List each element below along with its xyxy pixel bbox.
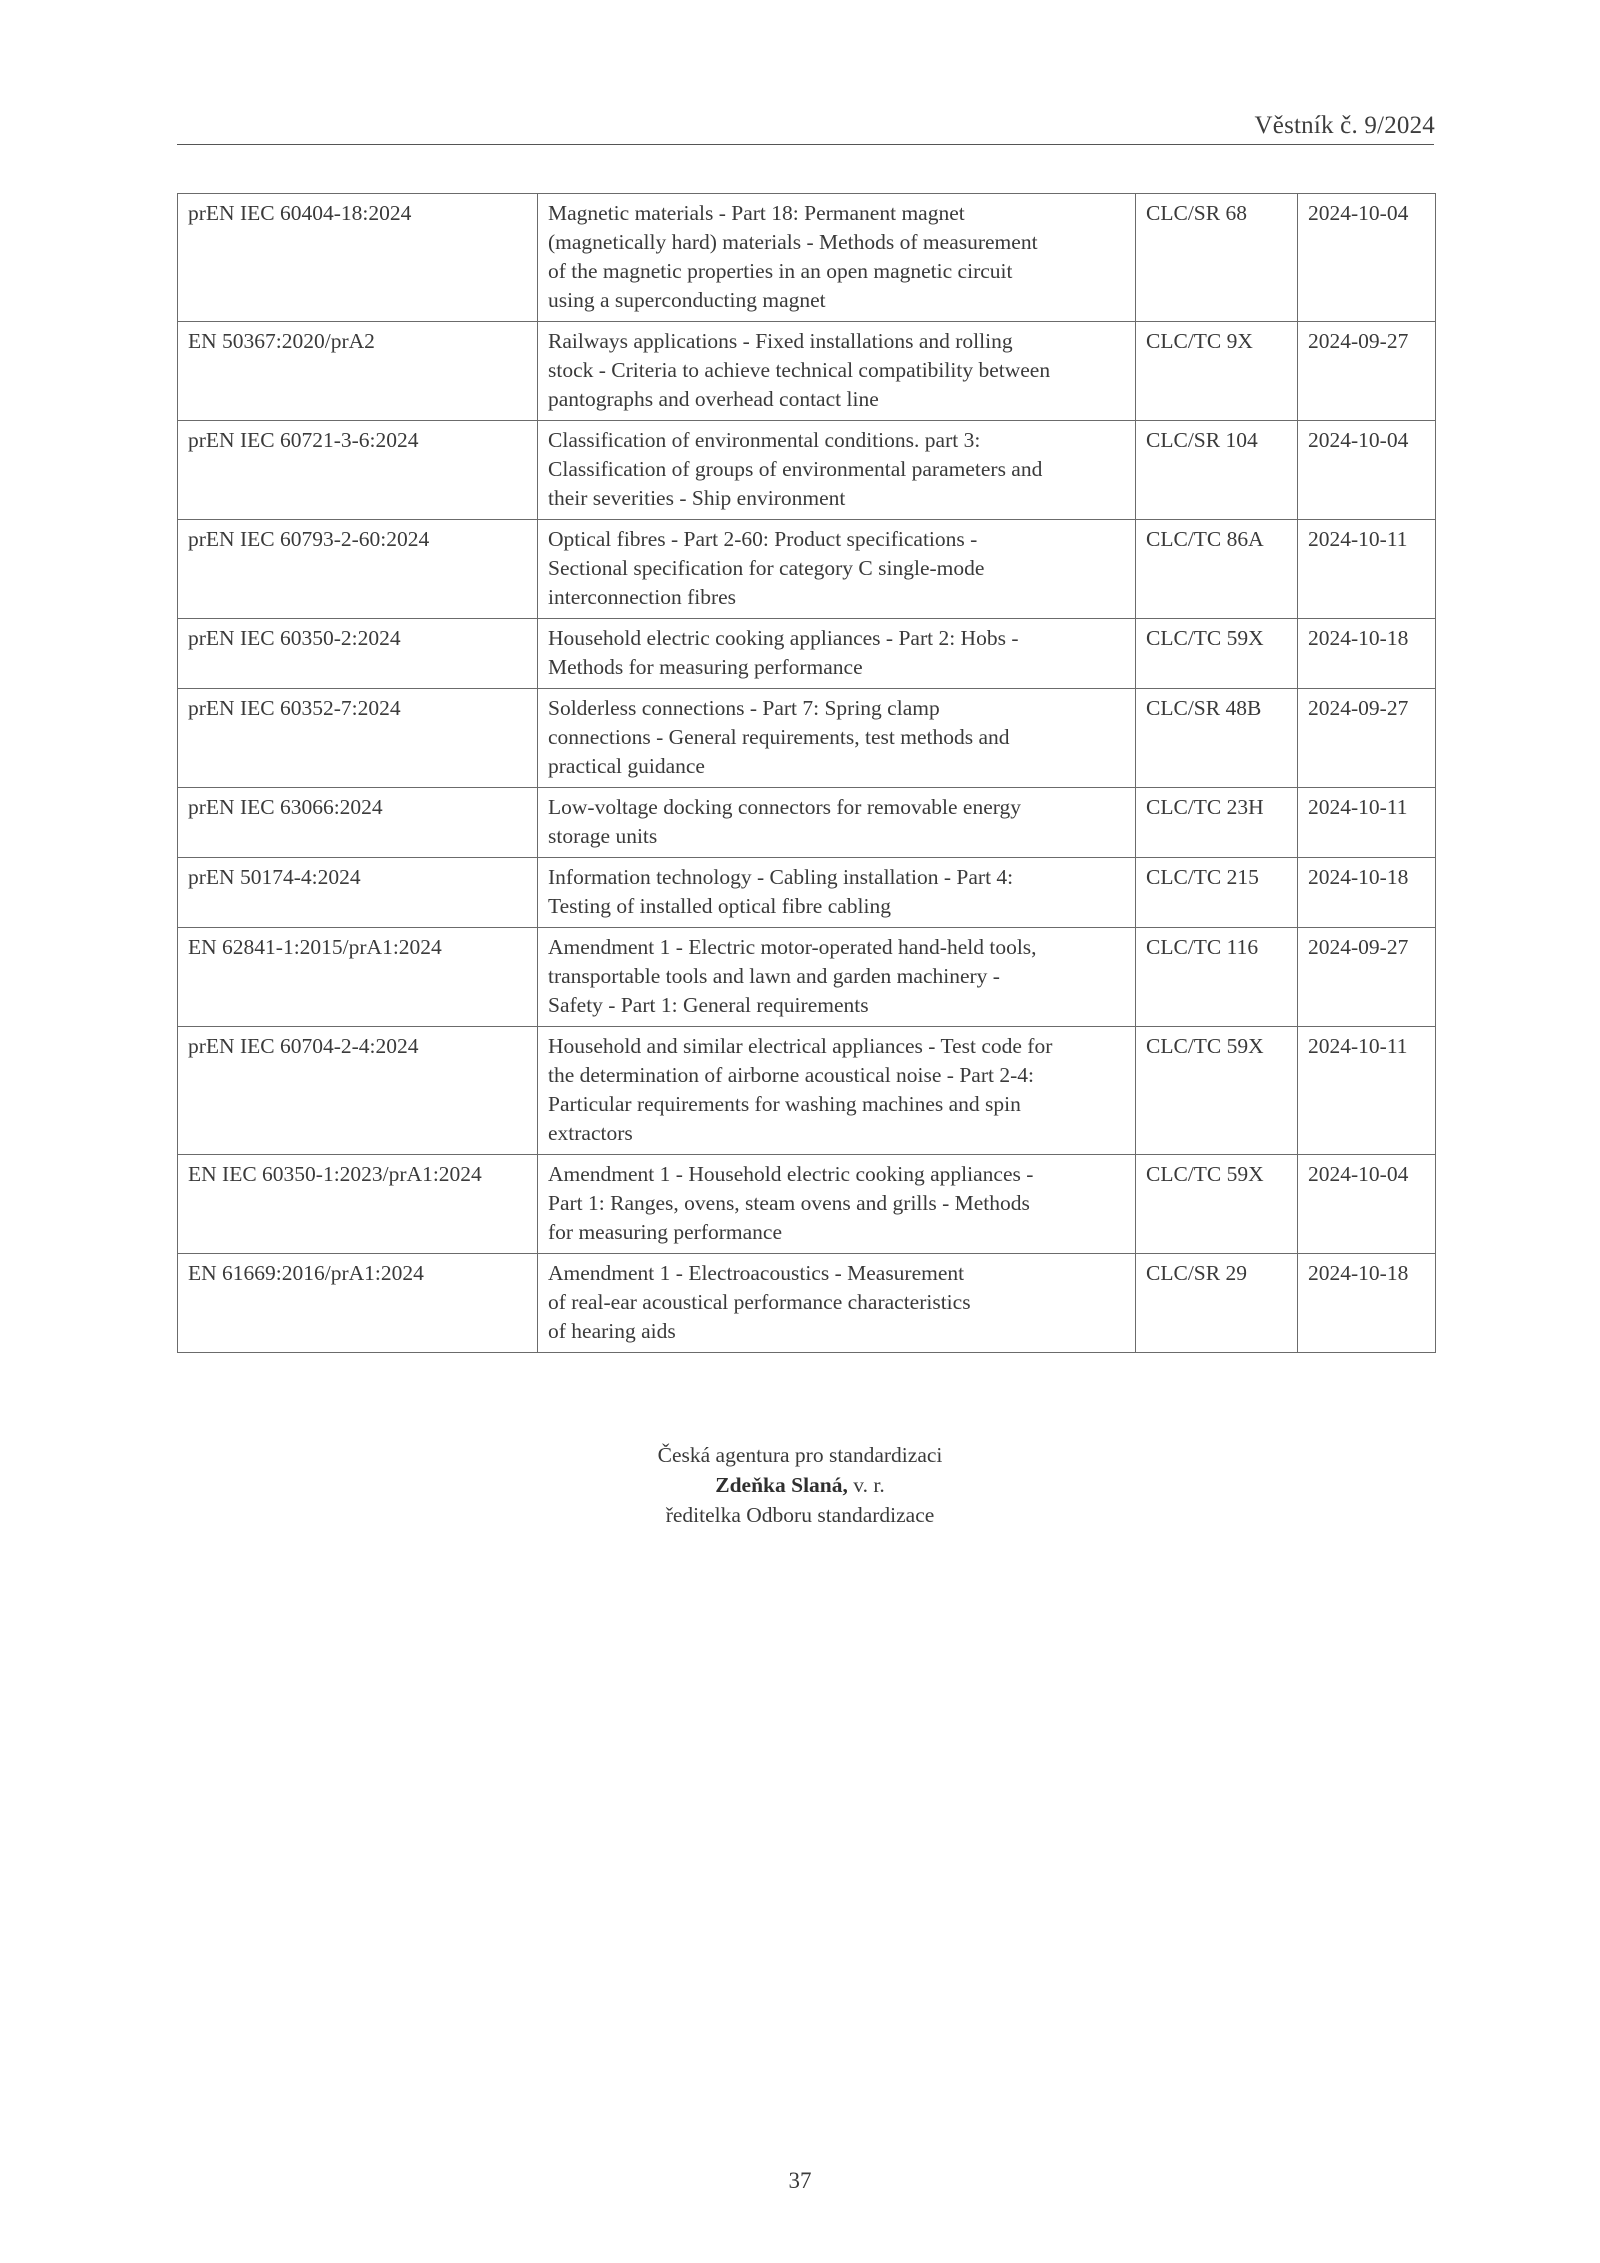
deadline-date-cell: 2024-10-18 [1298, 619, 1436, 689]
standard-title-line: storage units [548, 824, 658, 848]
table-row [178, 689, 1436, 788]
standard-title-cell [538, 689, 1136, 788]
table-row [178, 1027, 1436, 1155]
standard-title-line: Household and similar electrical appliances - Test code for [548, 1034, 1053, 1058]
technical-committee-cell: CLC/SR 104 [1136, 421, 1298, 520]
standard-title-line: Solderless connections - Part 7: Spring clamp [548, 696, 940, 720]
standard-title-line: Safety - Part 1: General requirements [548, 993, 869, 1017]
deadline-date-cell: 2024-10-04 [1298, 1155, 1436, 1254]
standard-title-cell [538, 1027, 1136, 1155]
standard-title-line: the determination of airborne acoustical noise - Part 2-4: [548, 1063, 1034, 1087]
standard-title-cell [538, 520, 1136, 619]
standard-title-line: pantographs and overhead contact line [548, 387, 879, 411]
standard-title-line: Low-voltage docking connectors for removable energy [548, 795, 1022, 819]
standard-code-cell: prEN IEC 60793-2-60:2024 [178, 520, 538, 619]
page-number: 37 [788, 2168, 812, 2193]
deadline-date-cell: 2024-09-27 [1298, 322, 1436, 421]
standard-title-cell [538, 858, 1136, 928]
technical-committee-cell: CLC/TC 23H [1136, 788, 1298, 858]
technical-committee-cell: CLC/TC 9X [1136, 322, 1298, 421]
standard-code-cell: prEN IEC 60350-2:2024 [178, 619, 538, 689]
deadline-date-cell: 2024-10-11 [1298, 788, 1436, 858]
standard-title-cell [538, 421, 1136, 520]
standard-title-line: Information technology - Cabling installation - Part 4: [548, 865, 1014, 889]
page-header-title: Věstník č. 9/2024 [1254, 112, 1435, 139]
deadline-date-cell: 2024-10-11 [1298, 1027, 1436, 1155]
signature-role: ředitelka Odboru standardizace [665, 1503, 935, 1527]
standard-code-cell: prEN IEC 63066:2024 [178, 788, 538, 858]
standard-title-line: Sectional specification for category C single-mode [548, 556, 985, 580]
standard-title-line: of the magnetic properties in an open magnetic circuit [548, 259, 1013, 283]
standard-title-line: Amendment 1 - Electric motor-operated hand-held tools, [548, 935, 1037, 959]
standard-code-cell: prEN IEC 60404-18:2024 [178, 194, 538, 322]
technical-committee-cell: CLC/TC 86A [1136, 520, 1298, 619]
standard-title-line: for measuring performance [548, 1220, 783, 1244]
standard-code-cell: EN IEC 60350-1:2023/prA1:2024 [178, 1155, 538, 1254]
standard-title-cell [538, 1155, 1136, 1254]
technical-committee-cell: CLC/TC 116 [1136, 928, 1298, 1027]
standard-title-line: Testing of installed optical fibre cabling [548, 894, 891, 918]
standard-title-line: Classification of environmental conditions. part 3: [548, 428, 981, 452]
deadline-date-cell: 2024-09-27 [1298, 928, 1436, 1027]
technical-committee-cell: CLC/SR 48B [1136, 689, 1298, 788]
standard-code-cell: prEN IEC 60352-7:2024 [178, 689, 538, 788]
standard-title-line: Household electric cooking appliances - Part 2: Hobs - [548, 626, 1019, 650]
technical-committee-cell: CLC/TC 215 [1136, 858, 1298, 928]
table-row [178, 520, 1436, 619]
standard-title-line: extractors [548, 1121, 633, 1145]
deadline-date-cell: 2024-10-04 [1298, 194, 1436, 322]
standard-code-cell: prEN IEC 60704-2-4:2024 [178, 1027, 538, 1155]
standard-title-line: using a superconducting magnet [548, 288, 826, 312]
standard-title-line: Part 1: Ranges, ovens, steam ovens and grills - Methods [548, 1191, 1030, 1215]
signature-block [0, 1440, 1600, 1530]
table-row [178, 1254, 1436, 1353]
standard-title-cell [538, 788, 1136, 858]
standard-title-line: Methods for measuring performance [548, 655, 863, 679]
table-row [178, 858, 1436, 928]
standards-table-body [178, 194, 1436, 1353]
standard-code-cell: EN 62841-1:2015/prA1:2024 [178, 928, 538, 1027]
standard-title-cell [538, 194, 1136, 322]
standard-code-cell: prEN IEC 60721-3-6:2024 [178, 421, 538, 520]
technical-committee-cell: CLC/SR 29 [1136, 1254, 1298, 1353]
technical-committee-cell: CLC/SR 68 [1136, 194, 1298, 322]
standard-title-line: their severities - Ship environment [548, 486, 846, 510]
standard-title-line: Railways applications - Fixed installations and rolling [548, 329, 1013, 353]
deadline-date-cell: 2024-10-18 [1298, 858, 1436, 928]
standard-title-line: interconnection fibres [548, 585, 737, 609]
signature-name-line [0, 1470, 1600, 1500]
table-row [178, 928, 1436, 1027]
standard-title-line: Particular requirements for washing machines and spin [548, 1092, 1021, 1116]
standard-title-line: of real-ear acoustical performance characteristics [548, 1290, 971, 1314]
standard-title-cell [538, 928, 1136, 1027]
standard-title-line: transportable tools and lawn and garden machinery - [548, 964, 1000, 988]
standard-title-line: connections - General requirements, test methods and [548, 725, 1010, 749]
signature-name: Zdeňka Slaná, [715, 1473, 848, 1497]
table-row [178, 788, 1436, 858]
standard-title-line: Magnetic materials - Part 18: Permanent magnet [548, 201, 965, 225]
table-row [178, 322, 1436, 421]
table-row [178, 1155, 1436, 1254]
technical-committee-cell: CLC/TC 59X [1136, 1027, 1298, 1155]
signature-suffix: v. r. [847, 1473, 885, 1497]
deadline-date-cell: 2024-10-11 [1298, 520, 1436, 619]
standard-title-line: Amendment 1 - Electroacoustics - Measurement [548, 1261, 965, 1285]
standard-code-cell: prEN 50174-4:2024 [178, 858, 538, 928]
table-row [178, 421, 1436, 520]
header-divider [177, 144, 1434, 145]
standard-title-cell [538, 1254, 1136, 1353]
standard-title-line: Classification of groups of environmental parameters and [548, 457, 1043, 481]
standard-title-line: Amendment 1 - Household electric cooking appliances - [548, 1162, 1034, 1186]
standard-title-cell [538, 619, 1136, 689]
standards-table [177, 193, 1436, 1353]
table-row [178, 619, 1436, 689]
technical-committee-cell: CLC/TC 59X [1136, 619, 1298, 689]
signature-agency: Česká agentura pro standardizaci [657, 1443, 943, 1467]
standard-title-line: stock - Criteria to achieve technical compatibility between [548, 358, 1051, 382]
standard-code-cell: EN 50367:2020/prA2 [178, 322, 538, 421]
standard-code-cell: EN 61669:2016/prA1:2024 [178, 1254, 538, 1353]
standard-title-cell [538, 322, 1136, 421]
deadline-date-cell: 2024-09-27 [1298, 689, 1436, 788]
standard-title-line: Optical fibres - Part 2-60: Product specifications - [548, 527, 978, 551]
standard-title-line: of hearing aids [548, 1319, 676, 1343]
standard-title-line: practical guidance [548, 754, 705, 778]
deadline-date-cell: 2024-10-18 [1298, 1254, 1436, 1353]
technical-committee-cell: CLC/TC 59X [1136, 1155, 1298, 1254]
table-row [178, 194, 1436, 322]
deadline-date-cell: 2024-10-04 [1298, 421, 1436, 520]
standard-title-line: (magnetically hard) materials - Methods of measurement [548, 230, 1038, 254]
